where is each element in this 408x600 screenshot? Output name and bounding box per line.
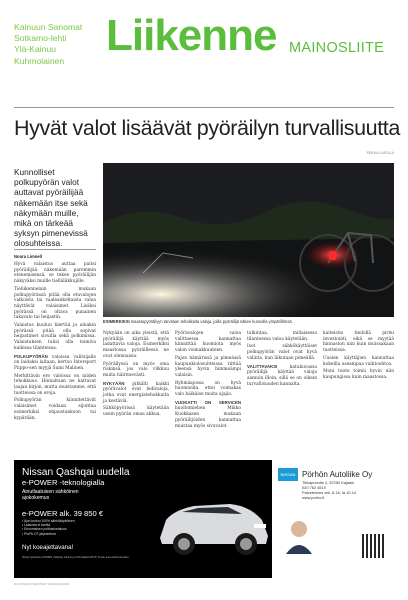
article-photo — [103, 163, 394, 317]
ad-feature: • Erinomainen polttoainetalous — [22, 527, 67, 532]
person-photo — [284, 518, 314, 554]
paragraph: Tieliikennelain mukaan polkupyörässä pitää olla etuvalojen valkoista tai vaaleankeltaista valoa näyttävät valaisimet. Lisäksi pyörässä on oltava punainen takavalo tai heijastin. — [14, 286, 96, 321]
divider — [14, 107, 394, 108]
caption-label: ESIMERKIKSI — [103, 319, 130, 324]
car-advertisement — [14, 460, 396, 578]
ad-feature: • Latausta ei tarvita — [22, 523, 51, 528]
paragraph: kaiteistio tiedollä pirmi investointi, eikä se myytää hinnaston niin kuin muissakaan tuotteissa. — [323, 331, 394, 354]
ad-feature: • Ajon tuntuu 100% sähkökäyttöinen — [22, 519, 75, 523]
paper-name: Kuhmolainen — [14, 55, 65, 66]
paragraph: Valaistus kuuluu kiertää ja ainakin pyörässä pitää olla sopivat heijastimet sivuilla sekä polkimissa. Valaistuksen tulisi olla toimiva kaikissa tilanteissa. — [14, 323, 96, 351]
paragraph: Merkittävin ero valoissa on niiden tehokkuus. Hinnaltaan ne kattavat laajan kirjon, mutta muistamme, että tuotteissa on eroja. — [14, 373, 96, 396]
dealer-name: Pörhön Autoliike Oy — [302, 470, 373, 479]
dealer-panel — [272, 460, 396, 578]
article-column-5 — [323, 331, 394, 383]
ad-tagline — [22, 489, 79, 501]
dealer-address: Tikkapuontie 2, 87250 Kajaani — [302, 480, 355, 485]
paragraph: tulkintaa, millaisessa tilanteessa valoa käytetään. — [247, 331, 317, 342]
ad-line: Ainutlaatuisen sähköinen — [22, 489, 79, 495]
paragraph: Isot sähkökäyttöiset polkupyörän valot ovat hyvä valinta, kun liikutaan pimeällä. — [247, 344, 317, 361]
article-column-1 — [14, 262, 96, 423]
qr-code — [362, 534, 386, 558]
dealer-logo: NISSAN — [278, 468, 298, 481]
dealer-website: www.porho.fi — [302, 495, 325, 500]
dealer-hours: Palvelemme ark. 8-16, la 10-14 — [302, 490, 357, 495]
subhead: VUOKATTI ON SERVICEN — [175, 399, 241, 405]
dealer-contact — [302, 480, 356, 500]
paragraph: Ryhmäajossa on hyvä huomioida, ettei voimakas valo häikäise muita ajajia. — [175, 380, 241, 398]
subhead: POLKUPYÖRÄN — [14, 353, 48, 359]
paragraph: Pajon hämärissä ja pimeässä kaupunkiolosuhteissa riittää yleensä hyvin himmeämpi valaisin. — [175, 355, 241, 378]
paper-name: Sotkamo-lehti — [14, 33, 67, 44]
subhead: NYKYÄÄN — [103, 380, 125, 386]
paragraph: pitkälti kaikki pyörävalot ovat ledivaloja, jotka ovat energiatehokkaita ja kestäviä. — [103, 381, 169, 404]
page-footer: 20 KAINUUN SANOMAT LIIKENNE 2023 — [14, 582, 70, 586]
car-image — [154, 482, 272, 562]
lead-paragraph: Kunnolliset polkupyörän valot auttavat pyöräilijää näkemään itse sekä näkymään muille, mikä on tärkeää syksyn pimenevissä olosuhteissa. — [14, 167, 88, 249]
ad-title: Nissan Qashqai uudella — [22, 467, 130, 478]
paragraph: Moni tuote toimii hyvin niin kaupungissa kuin maastossa. — [323, 369, 394, 380]
paper-name: Ylä-Kainuu — [14, 44, 57, 55]
paragraph: Hyvä valaistus auttaa paitsi pyöräilijää näkemään paremmin etenemisensä, se tekee pyöräilijän näkyväksi muille tielläliikkujille. — [14, 262, 96, 285]
paragraph: katukuvassa pyöräilijä käyttää valoja aamuin illoin, sillä se on oikein turvallisuuden kannalta. — [247, 364, 317, 387]
headline: Hyvät valot lisäävät pyöräilyn turvallisuutta — [14, 116, 400, 140]
ad-call-to-action: Nyt koeajettavana! — [22, 544, 74, 551]
paragraph: Polkupyörän kiinnitettävät valaisimet voidaan sijoittaa esimerkiksi ohjaustankoon tai kypärään. — [14, 398, 96, 421]
byline: Noora Limnell — [14, 254, 42, 259]
paragraph: Sähköpyörissä käytetään usein pyörän omaa akkua. — [103, 406, 169, 418]
divider — [14, 249, 96, 250]
newspaper-list — [14, 22, 82, 67]
dealer-phone: 020 762 4519 — [302, 485, 326, 490]
caption-text: maastopyöräilyyn tarvitaan tehokkaita valoja, joilla pyöräilijä näkee kunnolla ympärillönsä. — [130, 319, 293, 324]
brand-subtitle: MAINOSLIITE — [289, 40, 385, 56]
photo-credit: PEKKA LASSILA — [366, 151, 394, 155]
bicycle-photo-illustration — [103, 163, 394, 317]
paper-name: Kainuun Sanomat — [14, 22, 83, 32]
paragraph: Uusien käyttäjien kannattaa kokeilla useampaa vaihtoehtoa. — [323, 355, 394, 367]
paragraph: valoissa valitsijalle on laidaksi laitaan, kertoo Intersport Piippo-sen myyjä Sami Malinen. — [14, 354, 96, 371]
subhead: VALITTAVAKSI — [247, 363, 278, 369]
paragraph: Pyörävalojen valoa valittaessa kannattaa kiinnittää huomiota myös valon voimakkuuteen. — [175, 331, 241, 354]
ad-line: ajokokemus — [22, 495, 50, 502]
article-column-4 — [247, 331, 317, 389]
ad-price: e-POWER alk. 39 850 € — [22, 509, 104, 518]
paragraph: Pyöräilyssä on myös oma riskinsä, jos valo vilkkuu muita häiritsevästi. — [103, 361, 169, 378]
ad-fine-print: Nissan Qashqai e-POWER yhdistetty kulutus ja CO2-päästöt WLTP. Kuvan auto erikoisvarustein. — [22, 556, 130, 559]
photo-caption — [103, 319, 394, 324]
article-column-3 — [175, 331, 241, 431]
brand-title: Liikenne — [106, 11, 277, 60]
ad-feature-list — [22, 519, 75, 536]
article-column-2 — [103, 331, 169, 420]
paragraph: huoltomiehen Mikko Kuokkasen mukaan pyöräilijöiden kannattaa muistaa myös sivuvalot. — [175, 406, 241, 429]
masthead — [0, 0, 408, 110]
paragraph: Nykyään on aika yleistä, että pyöräilijä käyttää myös ladattavia valoja. Esimerkiksi maastossa pyöräillessä ne ovat olennaisia. — [103, 331, 169, 359]
ad-feature: • ProPILOT-järjestelmä — [22, 531, 56, 536]
ad-subtitle: e-POWER -teknologialla — [22, 478, 105, 487]
